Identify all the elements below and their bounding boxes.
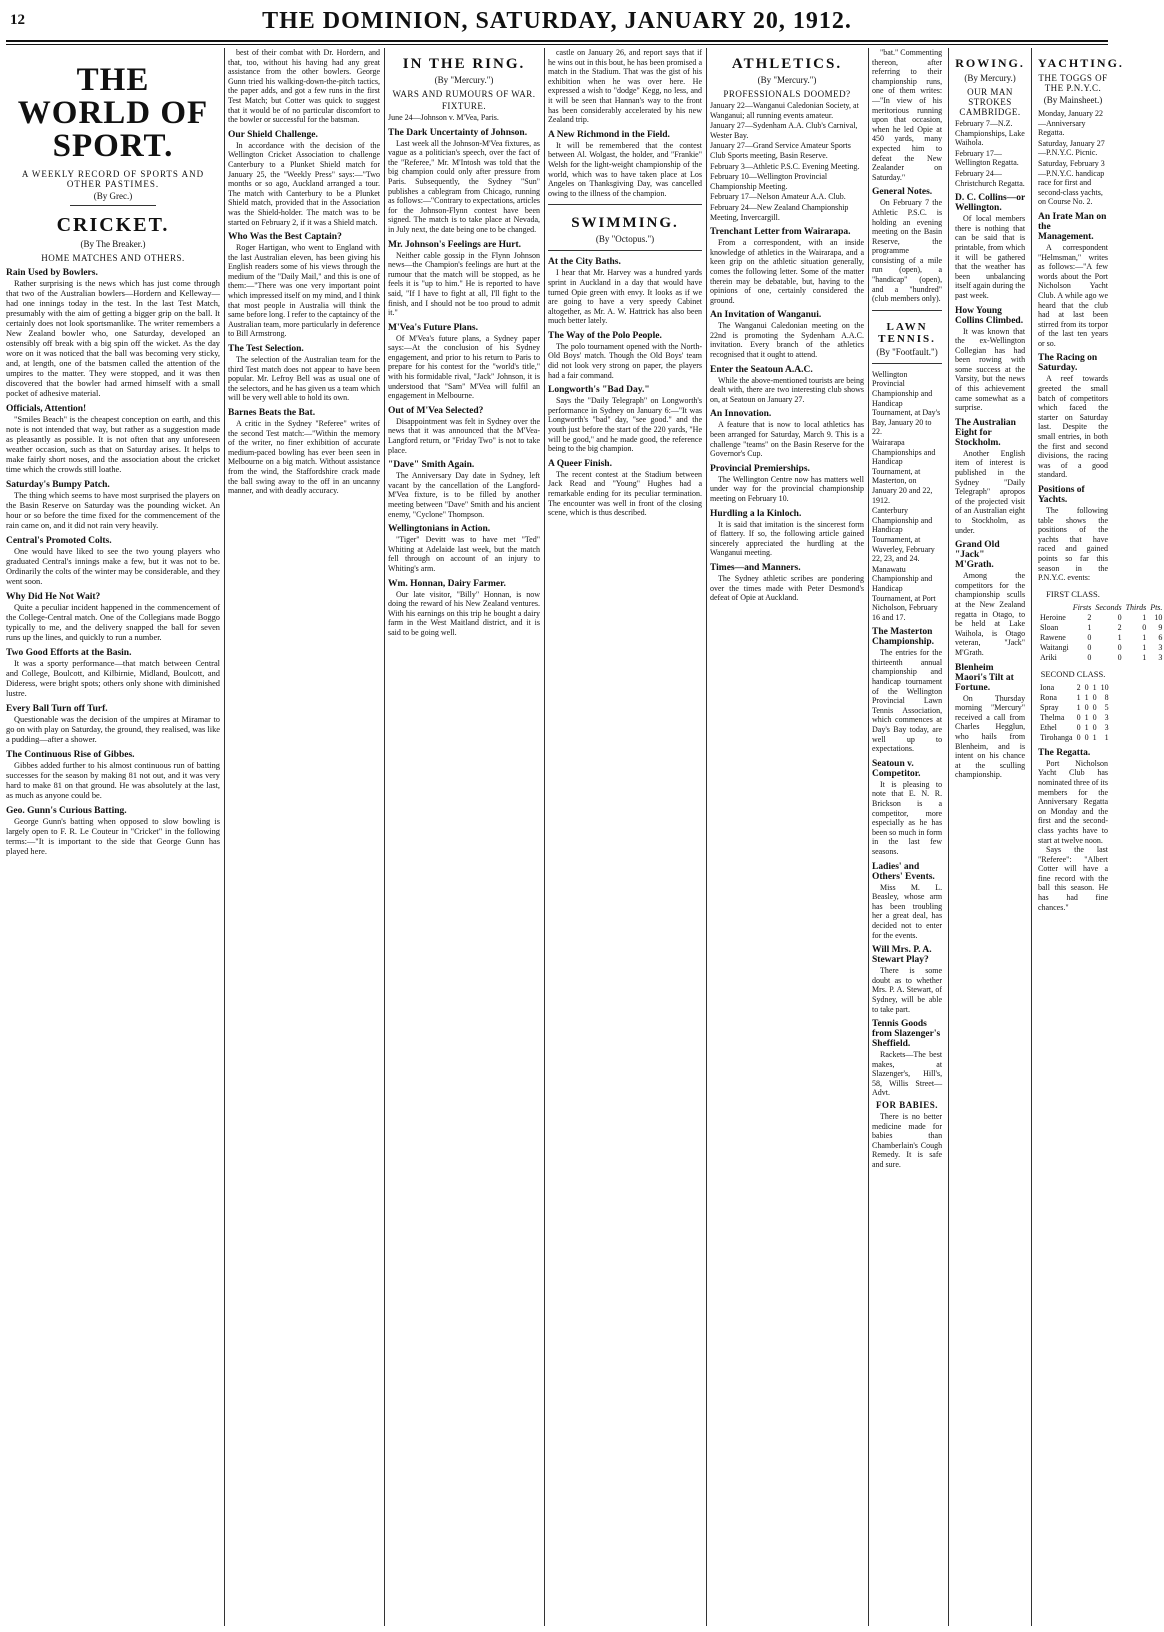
fixture-line: Saturday, February 3—P.N.Y.C. handicap race for first and second-class yachts, on Course No. 2. [1038,158,1105,207]
article-text: A critic in the Sydney "Referee" writes of the second Test match:—"Within the memory of the writer, no finer exhibition of accurate medium-paced bowling has ever been seen in Melbourne on a big match. Without assistance from the wind, the Staffordshire crack made the ball swing away to the off in an uncanny manner, and with deadly accuracy. [228,419,380,496]
article-headline: Blenheim Maori's Tilt at Fortune. [955,662,1014,693]
article-headline: Longworth's "Bad Day." [548,385,650,396]
table-cell: Ariki [1040,652,1057,662]
table-cell: 1 [1076,692,1081,702]
article-headline: M'Vea's Future Plans. [388,322,478,333]
article-text: Another English item of interest is published in the Sydney "Daily Telegraph" apropos of the projected visit of an Australian eight to Stockholm, as under. [955,448,1026,535]
ring-articles [388,128,540,638]
article-headline: The Dark Uncertainty of Johnson. [388,127,528,138]
article-text: The Sydney athletic scribes are pondering over the times made with Peter Desmond's defeat of Opie at Auckland. [710,573,864,603]
table-cell: Rona [1040,692,1057,702]
article-text: Among the competitors for the championship sculls at the New Zealand regatta in Otago, to be held at Lake Waihola, is Otago veteran, "Jack" M'Grath. [955,571,1026,657]
article-headline: At the City Baths. [548,257,621,268]
table-cell: 1 [1092,682,1097,692]
fixture-line: June 24—Johnson v. M'Vea, Paris. [388,113,499,122]
article-text: One would have liked to see the two young players who graduated Central's innings make a few, but it was not to be. Ordinarily the colts of the winter may be considerable, and they went soon. [6,547,220,586]
table-row [1038,713,1111,723]
table-header-cell: Thirds [1125,602,1147,612]
article-headline: Why Did He Not Wait? [6,592,101,602]
article-text: Port Nicholson Yacht Club has nominated three of its members for the Anniversary Regatta on Monday and the first and the second-class yachts have to start at twelve noon. [1038,758,1108,845]
table-cell: 2 [1087,612,1092,622]
article-text: The following table shows the positions of the yachts that have raced and gained points so far this season in the P.N.Y.C. events: [1038,506,1108,583]
page-number: 12 [10,12,25,28]
article-headline: The Way of the Polo People. [548,330,662,341]
table-cell: 1 [1142,612,1147,622]
table-row [1038,683,1111,693]
athletics-subheading: PROFESSIONALS DOOMED? [723,89,851,99]
column-ring-swimming [548,48,702,1626]
article-headline: Central's Promoted Colts. [6,536,112,546]
cricket-byline: (By The Breaker.) [80,239,146,249]
article-headline: Positions of Yachts. [1038,485,1085,505]
fixture-line: February 24—Christchurch Regatta. [955,168,1025,188]
cricket-heading: CRICKET. [56,214,170,236]
article-text: In accordance with the decision of the Wellington Cricket Association to challenge Canterbury to a Plunket Shield match for January 25, the "Weekly Press" says:—"Two months or so ago, Auckland arranged a tour. The match with Canterbury to be a Plunket Shield match, provided that in the Association was the Shield-holder. The match was to be started on February 2, if it was a Shield match. [228,140,380,227]
article-text: It was a sporty performance—that match between Central and College, Boulcott, and Kilbirnie, Midland, Boulcott, and Dideress, were bright spots; others only shone with diminished lustre. [6,659,220,698]
fixture-line: Saturday, January 27—P.N.Y.C. Picnic. [1038,138,1105,158]
article-headline: A Queer Finish. [548,458,612,469]
article-headline: Times—and Manners. [710,562,801,573]
yachting-articles-continued [1038,748,1108,913]
article-text: Our late visitor, "Billy" Honnan, is now doing the reward of his New Zealand ventures. With his earnings on this trip he bought a dairy farm in the West Maitland district, and it is said to be going well. [388,589,540,637]
table-cell: Tirohanga [1040,732,1073,742]
article-headline: Two Good Efforts at the Basin. [6,648,132,658]
column-world-of-sport [6,48,220,1626]
table-row [1038,703,1111,713]
table-cell: 1 [1084,722,1089,732]
cricket-subheading: HOME MATCHES AND OTHERS. [41,253,185,263]
table-row [1038,693,1111,703]
article-headline: Grand Old "Jack" M'Grath. [955,540,1000,571]
masthead-rule [6,44,1108,45]
article-text: A correspondent "Helmsman," writes as follows:—"A few words about the Port Nicholson Yacht Club. A while ago we heard that the club had at last been stirred from its torpor of the last ten years or so. [1038,242,1108,348]
article-text: The recent contest at the Stadium between Jack Read and "Young" Hughes had a remarkable ending for its peculiar termination. The encounter was well in front of the closing scene, which is thus described. [548,469,702,518]
article-text: Neither cable gossip in the Flynn Johnson news—the Champion's feelings are hurt at the rumour that the match will be stopped, as he feels it is "up to him." He is reported to have said, "If I have to fight at all, I'll fight to the finish, and I should not be too proud to admit it." [388,250,540,318]
column-rule [544,48,545,1626]
table-cell: 3 [1158,652,1163,662]
article-headline: Seatoun v. Competitor. [872,758,921,779]
table-cell: 0 [1142,622,1147,632]
athletics-notes [872,187,942,304]
fixture-line: Manawatu Championship and Handicap Tournament, at Port Nicholson, February 16 and 17. [872,564,938,622]
article-headline: General Notes. [872,187,933,198]
article-text: Roger Hartigan, who went to England with the last Australian eleven, has been giving his English readers some of his views through the medium of the "Daily Mail," and this is one of them:—"There was one very important point which impressed itself on my mind, and I think that most people in Australia will think the same before long. I refer to the captaincy of the Australian team, more particularly in deference to Bill Armstrong. [228,243,380,339]
article-text: The Wellington Centre now has matters well under way for the provincial championship meeting on February 10. [710,474,864,503]
article-text: From a correspondent, with an inside knowledge of athletics in the Wairarapa, and a keen grip on the athletic situation generally, comes the following letter. Some of the matter therein may be debatable, but, having to the opinions of one, certainly considered the ground. [710,238,864,305]
column-yachting [1038,48,1163,1626]
table-cell: 0 [1087,652,1092,662]
swimming-articles [548,257,702,517]
article-text: Says the "Daily Telegraph" on Longworth's performance in Sydney on January 6:—"It was Longworth's "bad" day, "see good." and the youth just before the start of the 220 yards, "He will be good," and he made good, the reference being to the big champion. [548,396,702,454]
article-headline: The Racing on Saturday. [1038,353,1098,374]
table-cell: 2 [1117,622,1122,632]
column-athletics [710,48,864,1626]
table-cell: 0 [1076,712,1081,722]
article-headline: An Innovation. [710,409,772,420]
world-of-sport-byline: (By Grec.) [93,191,133,201]
table-cell: 3 [1104,712,1109,722]
article-headline: Geo. Gunn's Curious Batting. [6,806,127,816]
table-cell: 0 [1076,732,1081,742]
fixture-line: Wellington Provincial Championship and Handicap Tournament, at Day's Bay, January 20 to 22. [872,369,941,437]
column-rule [1031,48,1032,1626]
article-headline: Out of M'Vea Selected? [388,405,484,416]
rowing-fixtures [955,119,1025,188]
fixture-line: January 27—Grand Service Amateur Sports Club Sports meeting, Basin Reserve. [710,141,851,160]
article-headline: How Young Collins Climbed. [955,305,1024,326]
article-text: Quite a peculiar incident happened in the commencement of the College-Central match. One of the Collegians made Boggo typically to me, and the delivery snapped the ball for seven runs up the lines, and quickly to run a number. [6,603,220,642]
table-row [1038,723,1111,733]
article-headline: Trenchant Letter from Wairarapa. [710,227,851,238]
table-cell: 1 [1142,632,1147,642]
article-text: It will be remembered that the contest between Al. Wolgast, the holder, and "Frankie" Welsh for the light-weight championship of the world, which was to have taken place at Los Angeles on Thanksgiving Day, was cancelled owing to the illness of the champion. [548,140,702,198]
table-cell: 0 [1092,702,1097,712]
article-text: There is no better medicine made for babies than Chamberlain's Cough Remedy. It is safe and sure. [872,1112,943,1170]
article-headline: Who Was the Best Captain? [228,232,342,243]
table-row [1038,613,1164,623]
fixture-line: February 17—Wellington Regatta. [955,148,1019,168]
ring-heading: IN THE RING. [402,56,526,72]
world-of-sport-subtitle: A WEEKLY RECORD OF SPORTS AND OTHER PASTIMES. [21,169,205,189]
lawn-tennis-box [872,310,942,364]
athletics-heading: ATHLETICS. [731,56,843,72]
rowing-subheading: OUR MAN STROKES CAMBRIDGE. [959,87,1021,117]
article-headline: Enter the Seatoun A.A.C. [710,364,813,375]
column-in-the-ring [388,48,540,1626]
table-cell: 0 [1087,632,1092,642]
fixture-heading: FIXTURE. [441,101,487,111]
article-text: Of local members there is nothing that can be said that is printable, from which it will be gathered that the weather has been unbalancing itself again during the past week. [955,214,1026,300]
table-cell: 1 [1104,732,1109,742]
table-cell: Rawene [1040,632,1066,642]
fixture-line: February 17—Nelson Amateur A.A. Club. [710,192,846,202]
column-rowing [955,48,1025,1626]
fixture-line: February 3—Athletic P.S.C. Evening Meeting. [710,161,860,171]
column-rule [868,48,869,1626]
article-text: A reef towards greeted the small batch of competitors which faced the starter on Saturday last. Despite the small entries, in both the first and second divisions, the racing was of a good standard. [1038,374,1108,480]
table-cell: 3 [1158,642,1163,652]
article-text: George Gunn's batting when opposed to slow bowling is largely open to F. R. Le Couteur in "Cricket" in the following terms:—"It is important to the side that George Gunn has played here. [6,817,220,856]
table-caption-first-class: FIRST CLASS. [1046,588,1100,599]
article-headline: Rain Used by Bowlers. [6,268,98,278]
table-row [1038,643,1164,653]
article-text: Rather surprising is the news which has just come through that two of the Australian bowlers—Hordern and Kelleway—had one innings today in the test. In the last Test Match, presumably with the aim of getting a bigger grip on the ball. It certainly does not look sportsmanlike. The writer remembers a New Zealand bowler who, one Saturday, developed an ostensibly off break with a big spin off the wicket. As the day wore on it was noticed that the ball was becoming very sticky, and, at length, one of the batsmen called the attention of the umpires to the matter. They were stopped, and it was then discovered that the bowler had armed himself with a small pocket of adhesive material. [6,279,220,398]
lawn-tennis-fixtures [872,370,942,622]
table-row [1038,633,1164,643]
article-headline: "Dave" Smith Again. [388,460,475,471]
article-text: While the above-mentioned tourists are being dealt with, there are two interesting club shows on, at Seatoun on January 27. [710,375,864,404]
article-headline: An Invitation of Wanganui. [710,310,822,321]
article-text: Rackets—The best makes, at Slazenger's, Hill's, 58, Willis Street—Advt. [872,1050,943,1098]
swimming-heading: SWIMMING. [571,215,679,232]
fixture-line: February 10—Wellington Provincial Championship Meeting. [710,172,828,191]
article-text: "bat." Commenting thereon, after referring to their championship runs, one of them writes:—"In view of his meritorious running upon that occasion, when he led Opie at 450 yards, many expected him to defeat the New Zealander on Saturday." [872,48,943,182]
table-cell: 0 [1084,732,1089,742]
article-headline: Barnes Beats the Bat. [228,408,316,418]
table-header-cell: Firsts [1072,602,1092,612]
article-text: The polo tournament opened with the North-Old Boys' match. Though the Old Boys' team did not look very strong on paper, the players had a fair command. [548,341,702,380]
article-text: Says the last "Referee": "Albert Cotter will have a fine record with the ball this season. He has had fine chances." [1038,845,1108,912]
column-rule [948,48,949,1626]
lawn-tennis-byline: (By "Footfault.") [876,346,938,357]
article-text: Miss M. L. Beasley, whose arm has been troubling her a great deal, has decided not to enter for the events. [872,882,943,940]
divider [70,205,156,206]
article-headline: An Irate Man on the Management. [1038,211,1107,242]
table-cell: Spray [1040,702,1059,712]
athletics-byline: (By "Mercury.") [757,75,817,85]
table-cell: 0 [1092,722,1097,732]
article-text: It was known that the ex-Wellington Collegian has had been rowing with some success at the Varsity, but the news of this achievement came somewhat as a surprise. [955,326,1026,413]
article-headline: The Australian Eight for Stockholm. [955,417,1016,448]
table-cell: 6 [1158,632,1163,642]
rowing-articles [955,193,1025,780]
article-headline: Officials, Attention! [6,404,87,414]
table-cell: Waitangi [1040,642,1069,652]
article-headline: The Continuous Rise of Gibbes. [6,750,135,760]
table-cell: 0 [1117,642,1122,652]
article-headline: Provincial Premierships. [710,463,810,474]
article-headline: Will Mrs. P. A. Stewart Play? [872,945,932,966]
table-cell: 1 [1084,712,1089,722]
fixture-line: Wairarapa Championships and Handicap Tournament, at Masterton, on January 20 and 22, 1912. [872,438,936,505]
article-headline: Ladies' and Others' Events. [872,861,935,882]
yachting-heading: YACHTING. [1038,56,1124,70]
article-headline: Saturday's Bumpy Patch. [6,480,110,490]
world-of-sport-title: THE WORLD OF SPORT. [17,62,209,164]
article-text: Last week all the Johnson-M'Vea fixtures, as vague as a politician's speech, over the fact of the "Referee," Mr. M'Intosh was told that the big champion could only after pressure from Paris. Subsequently, the Sydney "Sun" publishes a cablegram from Chicago, running as follows:—"Contrary to expectations, articles for the Johnson-Flynn contest have been signed. The match is to take place at Nevada, in July next, the date being one to be changed. [388,138,540,234]
article-text: Of M'Vea's future plans, a Sydney paper says:—At the conclusion of his Sydney engagement, and prior to his return to Paris to prepare for his contest for the "world's title," with his formidable rival, "Jack" Johnson, it is understood that "Sam" M'Vea will fulfil an engagement in Melbourne. [388,333,540,401]
table-cell: Heroine [1040,612,1066,622]
yachting-byline: (By Mainsheet.) [1043,95,1103,105]
article-text: On Thursday morning "Mercury" received a call from Charles Hegglun, who hails from Blenheim, and is intent on his chance at the sculling championship. [955,693,1026,780]
table-cell: 2 [1076,682,1081,692]
ring-byline: (By "Mercury.") [434,75,494,85]
athletics-fixtures [710,101,864,222]
article-text: The thing which seems to have most surprised the players on the Basin Reserve on Saturday was the pounding wicket. An hour or so before the time fixed for the commencement of the rain came on, and it did not rain very heavily. [6,491,220,530]
column-cricket-continued [228,48,380,1626]
fixture-line: January 22—Wanganui Caledonian Society, at Wanganui; all running events amateur. [710,101,859,120]
column-rule [384,48,385,1626]
first-class-table [1038,603,1164,663]
article-text: It is said that imitation is the sincerest form of flattery. If so, the following article gained sincerely appreciated the hurdling at the Wanganui meeting. [710,519,864,558]
fixture-line: February 7—N.Z. Championships, Lake Waihola. [955,119,1025,148]
swimming-byline: (By "Octopus.") [595,234,655,245]
article-headline: The Test Selection. [228,344,304,355]
table-cell: 0 [1117,652,1122,662]
article-text: best of their combat with Dr. Hordern, and that, too, without his having had any great assistance from the other bowlers. George Gunn tried his walking-down-the-pitch tactics, the paper adds, and got a few runs in the first Test Match; but Cotter was quick to suggest that it would be of no particular discomfort to the bowler or successful for the batsman. [228,48,380,125]
table-cell: Ethel [1040,722,1057,732]
table-header-cell [1038,603,1071,613]
fixture-line: Monday, January 22—Anniversary Regatta. [1038,109,1104,138]
right-columns [872,48,1163,1626]
cricket-articles-continued [228,130,380,496]
lawn-tennis-articles [872,627,942,1098]
athletics-articles [710,227,864,603]
article-text: I hear that Mr. Harvey was a hundred yards sprint in Auckland in a day that would have turned Opie green with envy. It looks as if we are going to have a very speedy Cabinet altogether, as Mr. A. W. Hattrick has also been much better lately. [548,268,702,326]
table-cell: Iona [1040,682,1055,692]
table-cell: 0 [1092,712,1097,722]
table-row [1038,653,1164,663]
table-cell: 1 [1092,732,1097,742]
ring-subheading: WARS AND RUMOURS OF WAR. [392,89,536,99]
table-cell: Thelma [1040,712,1065,722]
article-text: The Wanganui Caledonian meeting on the 22nd is promoting the Sydenham A.A.C. invitation. Every branch of the athletics recognised that it ought to attend. [710,321,864,360]
table-row [1038,733,1111,743]
paper-title: THE DOMINION, SATURDAY, JANUARY 20, 1912. [262,8,852,34]
article-headline: A New Richmond in the Field. [548,129,670,140]
column-athletics-tennis [872,48,942,1626]
masthead [6,6,1108,42]
article-text: The entries for the thirteenth annual championship and handicap tournament of the Wellington Provincial Lawn Tennis Association, which commences at Day's Bay today, are well up to expectations. [872,648,943,754]
article-text: The selection of the Australian team for the third Test match does not appear to have been popular. Mr. Lefroy Bell was as usual one of the selectors, and he has given us a team which will be very well able to hold its own. [228,355,380,403]
article-headline: Our Shield Challenge. [228,129,318,140]
article-headline: Wm. Honnan, Dairy Farmer. [388,578,506,589]
article-text: Disappointment was felt in Sydney over the news that it was announced that the M'Vea-Langford return, or "Friday Two" is not to take place. [388,416,540,455]
table-cell: 10 [1154,612,1163,622]
article-headline: Hurdling a la Kinloch. [710,508,802,519]
footer-heading: FOR BABIES. [876,1100,939,1111]
column-rule [706,48,707,1626]
yachting-articles [1038,212,1108,583]
table-cell: 1 [1117,632,1122,642]
table-cell: 1 [1076,702,1081,712]
article-headline: Tennis Goods from Slazenger's Sheffield. [872,1019,941,1050]
article-text: It is pleasing to note that E. N. R. Brickson is a competitor, more especially as he has been so much in form in the last few seasons. [872,779,943,856]
fixture-line: January 27—Sydenham A.A. Club's Carnival, Wester Bay. [710,121,858,140]
table-cell: 1 [1142,652,1147,662]
yachting-subheading: THE TOGGS OF THE P.N.Y.C. [1038,73,1108,93]
table-row [1038,623,1164,633]
rowing-heading: ROWING. [955,56,1025,70]
table-header-cell: Seconds [1095,602,1122,612]
article-text: Gibbes added further to his almost continuous run of batting successes for the season by making 81 not out, and it was very hard to make 81 on that ground. He was absolutely at the last, as much as anyone could be. [6,761,220,800]
article-text: On February 7 the Athletic P.S.C. is holding an evening meeting on the Basin Reserve, the programme consisting of a mile run (open), a "handicap" (open), and a "hundred" (club members only). [872,198,943,304]
table-cell: 10 [1100,682,1109,692]
table-cell: 0 [1084,702,1089,712]
lawn-tennis-heading: LAWN TENNIS. [878,320,936,345]
article-headline: Mr. Johnson's Feelings are Hurt. [388,239,522,250]
article-text: A feature that is now to local athletics has been arranged for Saturday, March 9. This is a challenge "teams" on the Basin Reserve for the Governor's Cup. [710,420,864,459]
rowing-byline: (By Mercury.) [964,73,1016,83]
table-cell: Sloan [1040,622,1059,632]
table-header-cell: Pts. [1150,602,1163,612]
table-cell: 0 [1092,692,1097,702]
column-rule [224,48,225,1626]
second-class-table [1038,683,1111,743]
table-cell: 1 [1087,622,1092,632]
article-headline: The Masterton Championship. [872,627,935,648]
article-text: "Smiles Beach" is the cheapest conception on earth, and this note is not intended that way, but rather as a suggestion made as pleasantly as possible. It is not often that any unforeseen weather occasion, such as that on Saturday arises. It helps to make fairly short noses, and the association about the cricket time which the crowds still loathe. [6,415,220,474]
fixture-line: February 24—New Zealand Championship Meeting, Invercargill. [710,202,849,222]
table-cell: 9 [1158,622,1163,632]
table-cell: 3 [1104,722,1109,732]
table-cell: 1 [1084,692,1089,702]
table-cell: 0 [1076,722,1081,732]
table-caption-second-class: SECOND CLASS. [1040,668,1106,679]
cricket-articles [6,268,220,857]
table-header-row [1038,603,1164,613]
fixture-line: Canterbury Championship and Handicap Tournament, at Waverley, February 22, 23, and 24. [872,506,935,564]
article-text: There is some doubt as to whether Mrs. P. A. Stewart, of Sydney, will be able to take part. [872,966,943,1014]
yachting-fixtures [1038,109,1108,207]
table-cell: 5 [1104,702,1109,712]
column-right [872,48,1163,1626]
table-cell: 8 [1104,692,1109,702]
ring-articles-continued [548,130,702,199]
table-cell: 1 [1142,642,1147,652]
table-cell: 0 [1087,642,1092,652]
article-headline: The Regatta. [1038,747,1091,758]
article-headline: Every Ball Turn off Turf. [6,704,108,714]
newspaper-page [6,0,1163,1632]
table-cell: 0 [1084,682,1089,692]
article-text: The Anniversary Day date in Sydney, left vacant by the cancellation of the Langford-M'Vea fixture, is to be filled by another meeting between "Dave" Smith and his ancient enemy, "Cyclone" Thompson. [388,471,540,519]
article-text: "Tiger" Devitt was to have met "Ted" Whiting at Adelaide last week, but the match fell through on account of an injury to Whiting's arm. [388,535,540,573]
table-cell: 0 [1117,612,1122,622]
article-headline: D. C. Collins—or Wellington. [955,193,1026,214]
article-headline: Wellingtonians in Action. [388,524,491,535]
article-text: castle on January 26, and report says that if he wins out in this bout, he has been promised a match in the Stadium. That was the gist of his exhibition when he was over here. He expressed a wish to "dodge" Kegg, no less, and it will be seen that Hannan's way to the front has been considerably accelerated by his new Zealand trip. [548,48,702,125]
swimming-box [548,204,702,251]
article-text: Questionable was the decision of the umpires at Miramar to go on with play on Saturday, the ground, they realised, was like a pudding—after a shower. [6,715,220,744]
